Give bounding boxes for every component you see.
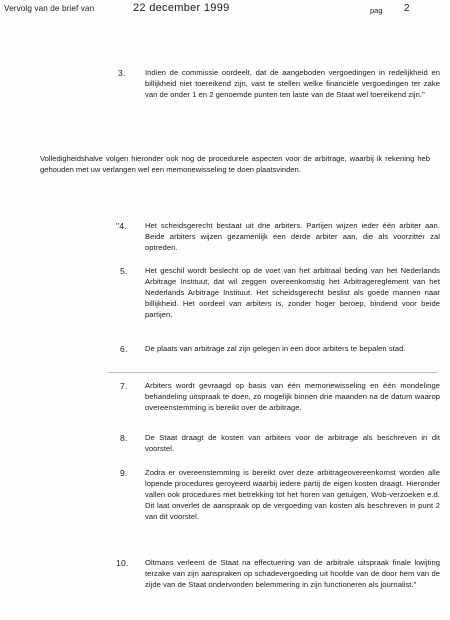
item-number: 5.: [120, 266, 128, 276]
item-number: 10.: [116, 558, 129, 568]
item-text: Indien de commissie oordeelt, dat de aangeboden vergoedingen in redelijkheid en billijkheid niet toereikend zijn, vast te stellen welke financiële vergoedingen ter zake van de onder 1 en 2 genoemde punten ten laste van de Staat wel toereikend zijn.": [145, 68, 440, 99]
item-number: "4.: [116, 221, 127, 231]
header-continuation-label: Vervolg van de brief van: [4, 4, 95, 13]
scan-line: [108, 372, 438, 373]
item-number: 9.: [120, 468, 128, 478]
item-text: Zodra er overeenstemming is bereikt over deze arbitrageovereenkomst worden alle lopende procedures geroyeerd waarbij iedere partij de eigen kosten draagt. Hieronder vallen ook procedures met betrekking tot het horen van getuigen, Wob-verzoeken e.d. Dit laat onverlet de aanspraak op de vergoeding van kosten als beschreven in punt 2 van dit voorstel.: [145, 468, 440, 521]
header-page-number: 2: [404, 3, 410, 14]
header-date: 22 december 1999: [133, 2, 230, 14]
item-text: Het geschil wordt beslecht op de voet van het arbitraal beding van het Nederlands Arbitrage Instituut, dat wil zeggen overeenkomstig het Arbitragereglement van het Nederlands Arbitrage Instituut. Het scheidsgerecht beslist als goede mannen naar billijkheid. Het oordeel van arbiters is, zonder hoger beroep, bindend voor beide partijen.: [145, 266, 440, 319]
item-number: 7.: [120, 381, 128, 391]
item-text: Arbiters wordt gevraagd op basis van één memoriewisseling en één mondelinge behandeling uitspraak te doen, zo mogelijk binnen drie maanden na de datum waarop overeenstemming is bereikt over de arbitrage.: [145, 381, 440, 412]
header-page-label: pag: [370, 6, 383, 15]
item-text: De Staat draagt de kosten van arbiters voor de arbitrage als beschreven in dit voorstel.: [145, 433, 440, 453]
item-number: 3.: [118, 68, 126, 78]
item-text: Oltmans verleent de Staat na effectuering van de arbitrale uitspraak finale kwijting terzake van zijn aanspraken op schadevergoeding uit hoofde van de door hem van de zijde van de Staat ondervonden belemmering in zijn functioneren als journalist.": [145, 558, 440, 589]
item-number: 6.: [120, 344, 128, 354]
intro-paragraph: Volledigheidshalve volgen hieronder ook nog de procedurele aspecten voor de arbitrage, waarbij ik rekening heb gehouden met uw verlangen wel een memoriewisseling te doen plaatsvinden.: [40, 154, 430, 174]
item-number: 8.: [120, 433, 128, 443]
item-text: De plaats van arbitrage zal zijn gelegen in een door arbiters te bepalen stad.: [145, 344, 406, 353]
item-text: Het scheidsgerecht bestaat uit drie arbiters. Partijen wijzen ieder één arbiter aan. Beide arbiters wijzen gezamenlijk een derde arbiter aan, die als voorzitter zal optreden.: [145, 221, 440, 252]
